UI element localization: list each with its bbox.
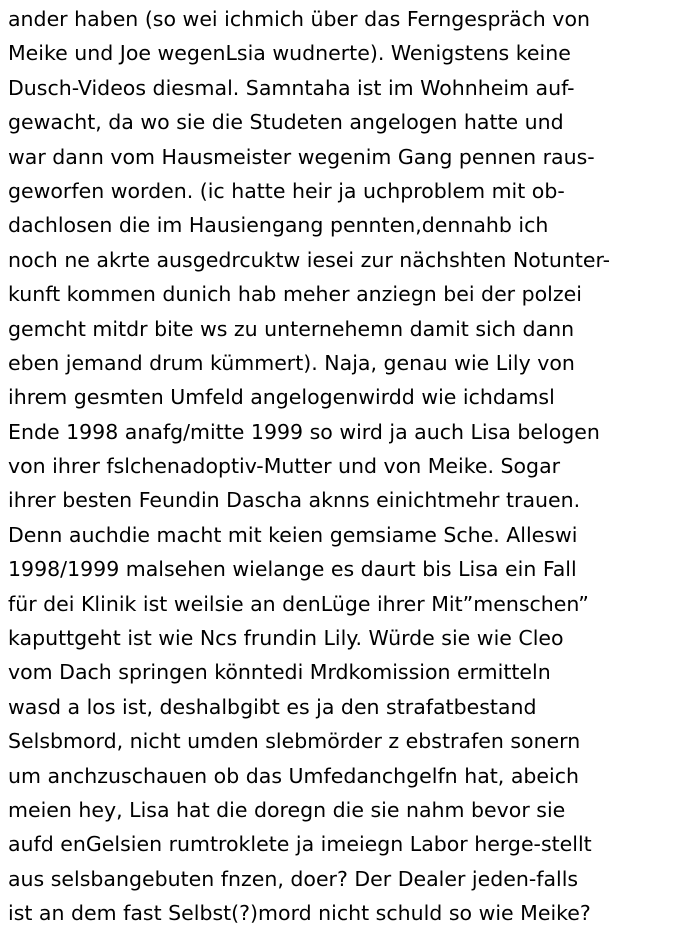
- text-line: ander haben (so wei ichmich über das Ferngespräch von: [8, 7, 590, 31]
- text-line: für dei Klinik ist weilsie an denLüge ihrer Mit”menschen”: [8, 591, 589, 616]
- text-line: kunft kommen dunich hab meher anziegn bei der polzei: [8, 282, 582, 307]
- body-text: [8, 2, 680, 931]
- text-line: kaputtgeht ist wie Ncs frundin Lily. Würde sie wie Cleo: [8, 626, 564, 651]
- text-line: 1998/1999 malsehen wielange es daurt bis Lisa ein Fall: [8, 557, 577, 582]
- text-line: war dann vom Hausmeister wegenim Gang pennen raus-: [8, 144, 595, 169]
- text-line: meien hey, Lisa hat die doregn die sie nahm bevor sie: [8, 797, 566, 822]
- text-line: eben jemand drum kümmert). Naja, genau wie Lily von: [8, 350, 575, 375]
- text-line: vom Dach springen könntedi Mrdkomission ermitteln: [8, 660, 551, 685]
- text-line: gemcht mitdr bite ws zu unternehemn damit sich dann: [8, 316, 575, 341]
- text-line: Dusch-Videos diesmal. Samntaha ist im Wohnheim auf-: [8, 75, 575, 100]
- text-line: geworfen worden. (ic hatte heir ja uchproblem mit ob-: [8, 178, 565, 203]
- text-line: ihrem gesmten Umfeld angelogenwirdd wie ichdamsl: [8, 385, 555, 410]
- text-line: Denn auchdie macht mit keien gemsiame Sche. Alleswi: [8, 522, 578, 547]
- text-line: Ende 1998 anafg/mitte 1999 so wird ja auch Lisa belogen: [8, 419, 600, 444]
- text-line: Selsbmord, nicht umden slebmörder z ebstrafen sonern: [8, 729, 581, 754]
- text-line: aus selsbangebuten fnzen, doer? Der Dealer jeden-falls: [8, 866, 579, 891]
- text-line: ihrer besten Feundin Dascha aknns einichtmehr trauen.: [8, 488, 581, 513]
- text-line: um anchzuschauen ob das Umfedanchgelfn hat, abeich: [8, 763, 579, 788]
- text-line: gewacht, da wo sie die Studeten angelogen hatte und: [8, 110, 564, 135]
- text-line: aufd enGelsien rumtroklete ja imeiegn Labor herge-stellt: [8, 832, 592, 857]
- text-line: noch ne akrte ausgedrcuktw iesei zur nächshten Notunter-: [8, 247, 610, 272]
- text-line: Meike und Joe wegenLsia wudnerte). Wenigstens keine: [8, 41, 571, 66]
- text-line: wasd a los ist, deshalbgibt es ja den strafatbestand: [8, 694, 537, 719]
- text-line: ist an dem fast Selbst(?)mord nicht schuld so wie Meike?: [8, 901, 591, 926]
- text-line: dachlosen die im Hausiengang pennten,dennahb ich: [8, 213, 549, 238]
- text-line: von ihrer fslchenadoptiv-Mutter und von Meike. Sogar: [8, 454, 561, 479]
